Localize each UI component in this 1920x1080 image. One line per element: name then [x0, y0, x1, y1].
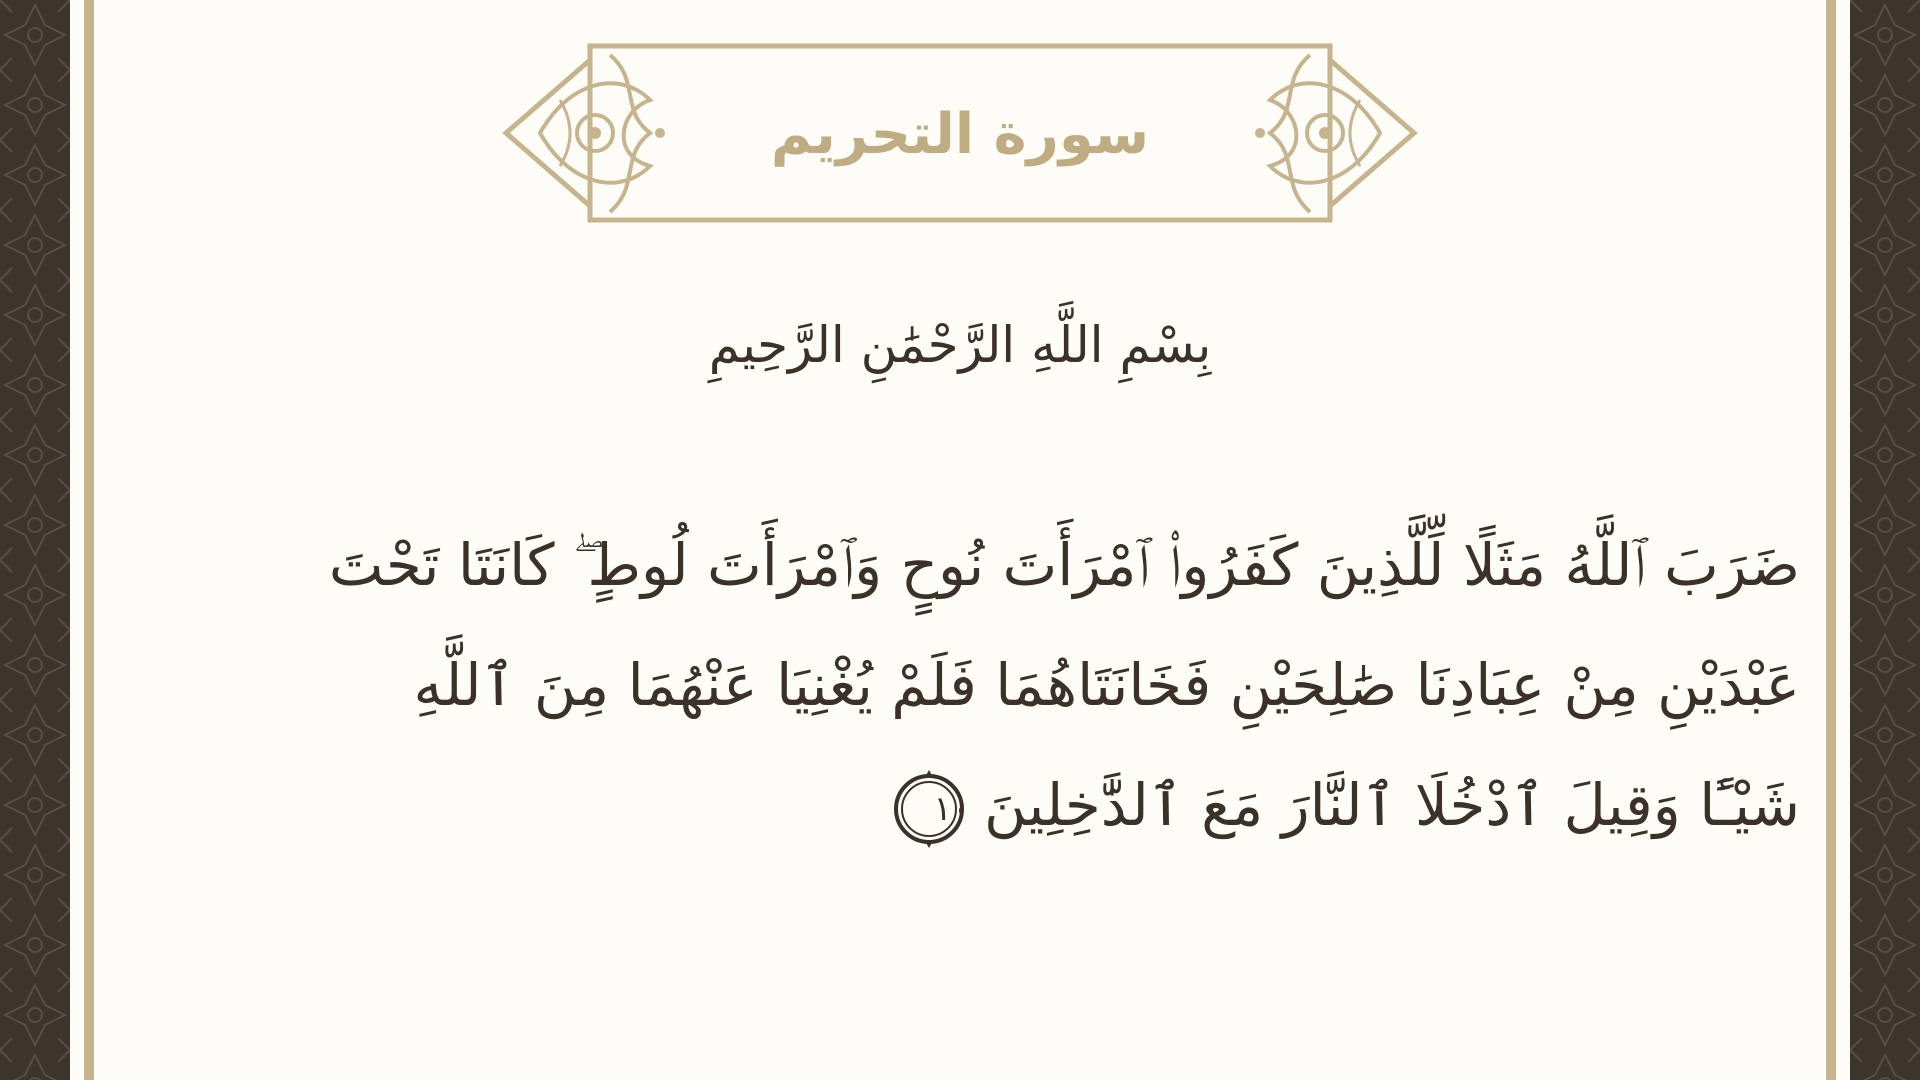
right-gold-rule: [1826, 0, 1836, 1080]
ayah-number-marker: [888, 768, 970, 850]
basmala: بِسْمِ اللَّهِ الرَّحْمَٰنِ الرَّحِيمِ: [708, 316, 1212, 374]
surah-title: سورة التحريم: [770, 102, 1150, 167]
left-gold-rule: [84, 0, 94, 1080]
left-ornamental-border: [0, 0, 70, 1080]
verse-line: ضَرَبَ ٱللَّهُ مَثَلًا لِّلَّذِينَ كَفَرُوا۟ ٱمْرَأَتَ نُوحٍ وَٱمْرَأَتَ لُوطٍ ۖ كَانَتَا تَحْتَ: [328, 531, 1800, 599]
verse-line-text: شَيْـًٔا وَقِيلَ ٱدْخُلَا ٱلنَّارَ مَعَ ٱلدَّٰخِلِينَ: [984, 771, 1800, 839]
ayah-number: ١٠: [933, 788, 971, 829]
verse-line: عَبْدَيْنِ مِنْ عِبَادِنَا صَٰلِحَيْنِ فَخَانَتَاهُمَا فَلَمْ يُغْنِيَا عَنْهُمَا مِنَ ٱللَّهِ: [413, 651, 1800, 719]
verse-text: [150, 505, 1800, 865]
surah-title-frame: [500, 40, 1420, 230]
right-ornamental-border: [1850, 0, 1920, 1080]
verse-line-last: [150, 745, 1800, 865]
